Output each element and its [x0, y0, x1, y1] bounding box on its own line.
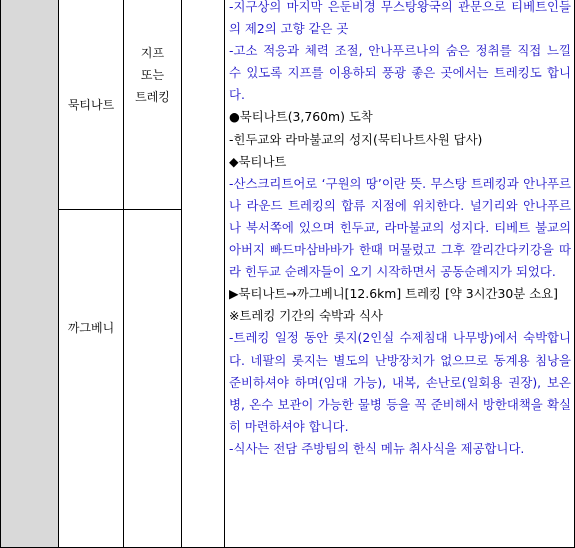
activity-line: 지프: [140, 46, 165, 60]
activity-cell: [124, 42, 181, 108]
table-border: [224, 0, 225, 548]
paragraph: -지구상의 마지막 은둔비경 무스탕왕국의 관문으로 티베트인들의 제2의 고향 같은 곳: [229, 0, 571, 37]
location-cell: 까그베니: [67, 321, 115, 335]
table-border: [58, 0, 59, 548]
paragraph: ●묵티나트(3,760m) 도착: [229, 109, 373, 125]
location-cell: 묵티나트: [67, 98, 115, 112]
description-cell: [229, 0, 571, 460]
paragraph: -힌두교와 라마불교의 성지(묵티나트사원 답사): [229, 131, 483, 147]
day-column: [1, 0, 58, 548]
table-border: [181, 0, 182, 548]
paragraph: ▶묵티나트→까그베니[12.6km] 트레킹 [약 3시간30분 소요]: [229, 286, 558, 302]
activity-line: 또는: [140, 68, 165, 82]
paragraph: -트레킹 일정 동안 롯지(2인실 수제침대 나무방)에서 숙박합니다. 네팔의 롯지는 별도의 난방장치가 없으므로 동계용 침낭을 준비하셔야 하며(임대 가능), 내복, 손난로(일회용 권장), 보온병, 온수 보관이 가능한 물병 등을 꼭 준비해서 방한대책을 확실히 마련하셔야 합니다.: [229, 330, 571, 434]
activity-line: 트레킹: [135, 90, 170, 104]
table-border: [0, 0, 1, 548]
paragraph: ※트레킹 기간의 숙박과 식사: [229, 308, 383, 324]
paragraph: -식사는 전담 주방팀의 한식 메뉴 취사식을 제공합니다.: [229, 440, 525, 456]
row-divider: [58, 209, 181, 210]
paragraph: ◆묵티나트: [229, 153, 287, 169]
paragraph: -고소 적응과 체력 조절, 안나푸르나의 숨은 정취를 직접 느낄 수 있도록 지프를 이용하되 풍광 좋은 곳에서는 트레킹도 합니다.: [229, 43, 571, 103]
paragraph: -산스크리트어로 ‘구원의 땅’이란 뜻. 무스탕 트레킹과 안나푸르나 라운드 트레킹의 합류 지점에 위치한다. 널기리와 안나푸르나 북서쪽에 있으며 힌두교, 라마불교의 성지다. 티베트 불교의 아버지 빠드마삼바바가 한때 머물렀고 그후 깔리간다키강을 따라 힌두교 순례자들이 오기 시작하면서 공동순례지가 되었다.: [229, 175, 571, 280]
